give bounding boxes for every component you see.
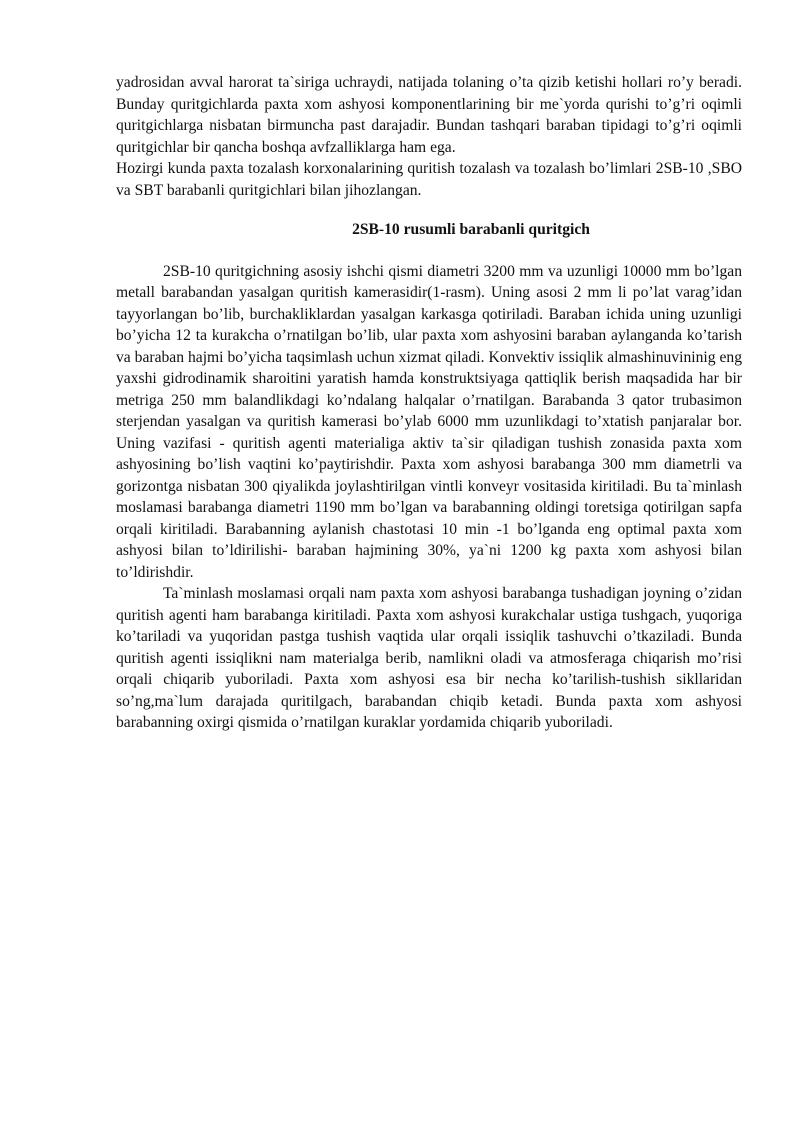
body-paragraph-2: Ta`minlash moslamasi orqali nam paxta xom ashyosi barabanga tushadigan joyning o’zidan quritish agenti ham barabanga kiritiladi. Paxta xom ashyosi kurakchalar ustiga tushgach, yuqoriga ko’tariladi va yuqoridan pastga tushish vaqtida ular orqali issiqlik tashuvchi o’tkaziladi. Bunda quritish agenti issiqlikni nam materialga berib, namlikni oladi va atmosferaga chiqarish mo’risi orqali chiqarib yuboriladi. Paxta xom ashyosi esa bir necha ko’tarilish-tushish sikllaridan so’ng,ma`lum darajada quritilgach, barabandan chiqib ketadi. Bunda paxta xom ashyosi barabanning oxirgi qismida o’rnatilgan kuraklar yordamida chiqarib yuboriladi.	[116, 585, 742, 731]
document-page	[116, 72, 742, 734]
section-heading: 2SB-10 rusumli barabanli quritgich	[352, 221, 590, 238]
intro-paragraph-1: yadrosidan avval harorat ta`siriga uchraydi, natijada tolaning o’ta qizib ketishi hollari ro’y beradi. Bunday quritgichlarda paxta xom ashyosi komponentlarining bir me`yorda qurishi to’g’ri oqimli quritgichlarga nisbatan birmuncha past darajadir. Bundan tashqari baraban tipidagi to’g’ri oqimli quritgichlar bir qancha boshqa avfzalliklarga ham ega.	[116, 74, 742, 156]
body-paragraph-1: 2SB-10 quritgichning asosiy ishchi qismi diametri 3200 mm va uzunligi 10000 mm bo’lgan metall barabandan yasalgan quritish kamerasidir(1-rasm). Uning asosi 2 mm li po’lat varag’idan tayyorlangan bo’lib, burchakliklardan yasalgan karkasga qotiriladi. Baraban ichida uning uzunligi bo’yicha 12 ta kurakcha o’rnatilgan bo’lib, ular paxta xom ashyosini baraban aylanganda ko’tarish va baraban hajmi bo’yicha taqsimlash uchun xizmat qiladi. Konvektiv issiqlik almashinuvininig eng yaxshi gidrodinamik sharoitini yaratish hamda konstruktsiyaga qattiqlik berish maqsadida har bir metriga 250 mm balandlikdagi ko’ndalang halqalar o’rnatilgan. Barabanda 3 qator trubasimon sterjendan yasalgan va quritish kamerasi bo’ylab 6000 mm uzunlikdagi to’xtatish panjaralar bor. Uning vazifasi - quritish agenti materialiga aktiv ta`sir qiladigan tushish zonasida paxta xom ashyosining bo’lish vaqtini ko’paytirishdir. Paxta xom ashyosi barabanga 300 mm diametrli va gorizontga nisbatan 300 qiyalikda joylashtirilgan vintli konveyr vositasida kiritiladi. Bu ta`minlash moslamasi barabanga diametri 1190 mm bo’lgan va barabanning oldingi toretsiga qotirilgan sapfa orqali kiritiladi. Barabanning aylanish chastotasi 10 min -1 bo’lganda eng optimal paxta xom ashyosi bilan to’ldirilishi- baraban hajmining 30%, ya`ni 1200 kg paxta xom ashyosi bilan to’ldirishdir.	[116, 262, 742, 581]
intro-paragraph-2: Hozirgi kunda paxta tozalash korxonalarining quritish tozalash va tozalash bo’limlari 2SB-10 ,SBO va SBT barabanli quritgichlari bilan jihozlangan.	[116, 160, 742, 199]
